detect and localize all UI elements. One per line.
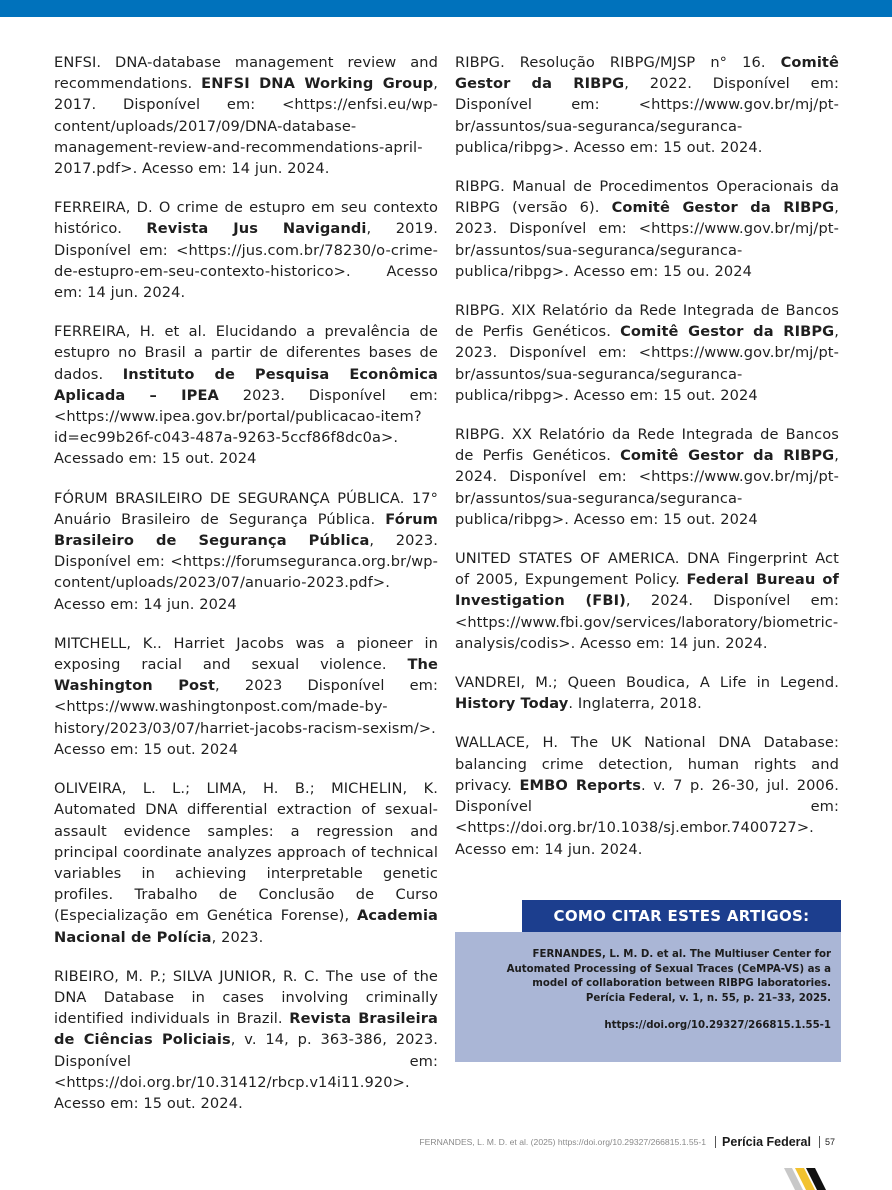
reference-text: ENFSI. DNA-database management review and recommendations. — [54, 54, 438, 93]
reference-text: , 2017. Disponível em: <https://enfsi.eu/wp-content/uploads/2017/09/DNA-database-management-review-and-recommendations-april-2017.pdf>. Acesso em: 14 jun. 2024. — [54, 75, 439, 178]
page-footer — [419, 1135, 835, 1149]
top-color-bar — [0, 0, 892, 17]
reference-source: ENFSI DNA Working Group — [201, 75, 434, 93]
reference-text: VANDREI, M.; Queen Boudica, A Life in Legend. — [455, 674, 839, 692]
reference-text: FÓRUM BRASILEIRO DE SEGURANÇA PÚBLICA. 17° Anuário Brasileiro de Segurança Pública. — [54, 489, 438, 528]
citation-line: FERNANDES, L. M. D. et al. The Multiuser Center for — [532, 949, 831, 960]
reference-source: History Today — [455, 695, 569, 713]
reference-source: The Washington Post — [54, 656, 438, 695]
reference-entry — [455, 52, 839, 158]
reference-text: , 2023. Disponível em: <https://www.gov.br/mj/pt-br/assuntos/sua-seguranca/seguranca-publica/ribpg>. Acesso em: 15 out. 2024 — [455, 323, 839, 404]
reference-source: Revista Jus Navigandi — [146, 220, 367, 238]
reference-source: EMBO Reports — [519, 776, 641, 794]
citation-line: Perícia Federal, v. 1, n. 55, p. 21–33, 2025. — [585, 992, 831, 1004]
reference-text: , 2024. Disponível em: <https://www.fbi.gov/services/laboratory/biometric-analysis/codis>. Acesso em: 14 jun. 2024. — [455, 592, 839, 652]
reference-entry — [54, 633, 438, 760]
reference-entry — [54, 488, 438, 615]
reference-source: Instituto de Pesquisa Econômica Aplicada – IPEA — [54, 365, 438, 404]
citation-box — [455, 932, 841, 1062]
reference-text: FERREIRA, H. et al. Elucidando a prevalência de estupro no Brasil a partir de diferentes bases de dados. — [54, 323, 438, 383]
reference-text: , 2023. Disponível em: <https://forumseguranca.org.br/wp-content/uploads/2023/07/anuario-2023.pdf>. Acesso em: 14 jun. 2024 — [54, 532, 438, 613]
reference-source: Comitê Gestor da RIBPG — [620, 323, 835, 341]
citation-line: model of collaboration between RIBPG laboratories. — [532, 978, 831, 990]
reference-source: Federal Bureau of Investigation (FBI) — [455, 571, 839, 610]
footer-divider — [819, 1136, 820, 1148]
reference-entry — [455, 732, 839, 859]
reference-text: RIBPG. XIX Relatório da Rede Integrada de Bancos de Perfis Genéticos. — [455, 302, 839, 341]
reference-entry — [455, 672, 839, 714]
reference-text: WALLACE, H. The UK National DNA Database: balancing crime detection, human rights and privacy. — [455, 734, 839, 794]
reference-text: . v. 7 p. 26-30, jul. 2006. Disponível em: <https://doi.org.br/10.1038/sj.embor.7400727>. Acesso em: 14 jun. 2024. — [455, 776, 839, 858]
reference-text: RIBEIRO, M. P.; SILVA JUNIOR, R. C. The use of the DNA Database in cases involving criminally identified individuals in Brazil. — [54, 967, 438, 1028]
citation-line: Automated Processing of Sexual Traces (CeMPA-VS) as a — [506, 963, 831, 975]
journal-stripes-logo-icon — [784, 1168, 834, 1190]
citation-doi-link[interactable]: https://doi.org/10.29327/266815.1.55-1 — [604, 1020, 831, 1032]
reference-source: Comitê Gestor da RIBPG — [455, 54, 839, 93]
reference-source: Comitê Gestor da RIBPG — [620, 447, 835, 465]
reference-text: RIBPG. Manual de Procedimentos Operacionais da RIBPG (versão 6). — [455, 178, 839, 217]
references-right-column — [455, 52, 839, 878]
reference-text: UNITED STATES OF AMERICA. DNA Fingerprint Act of 2005, Expungement Policy. — [455, 550, 839, 589]
reference-text: , v. 14, p. 363-386, 2023. Disponível em: <https://doi.org.br/10.31412/rbcp.v14i11.920>. Acesso em: 15 out. 2024. — [54, 1031, 438, 1112]
reference-entry — [54, 52, 438, 179]
reference-entry — [54, 321, 438, 469]
reference-text: , 2023. — [211, 928, 264, 946]
footer-divider — [715, 1136, 716, 1148]
reference-source: Comitê Gestor da RIBPG — [611, 199, 835, 217]
reference-text: RIBPG. Resolução RIBPG/MJSP n° 16. — [455, 54, 781, 71]
footer-journal-name: Perícia Federal — [722, 1135, 811, 1149]
reference-entry — [455, 176, 839, 282]
reference-text: MITCHELL, K.. Harriet Jacobs was a pioneer in exposing racial and sexual violence. — [54, 634, 438, 674]
citation-box-title: COMO CITAR ESTES ARTIGOS: — [522, 900, 841, 932]
footer-citation: FERNANDES, L. M. D. et al. (2025) https://doi.org/10.29327/266815.1.55-1 — [419, 1137, 707, 1147]
reference-text: , 2019. Disponível em: <https://jus.com.br/78230/o-crime-de-estupro-em-seu-contexto-historico>. Acesso em: 14 jun. 2024. — [54, 220, 438, 302]
reference-entry — [54, 197, 438, 303]
reference-source: Academia Nacional de Polícia — [54, 907, 438, 946]
reference-entry — [455, 424, 839, 530]
reference-source: Fórum Brasileiro de Segurança Pública — [54, 510, 438, 550]
reference-text: 2023. Disponível em: <https://www.ipea.gov.br/portal/publicacao-item?id=ec99b26f-c043-487a-9263-5ccf86f8dc0a>. Acessado em: 15 out. 2024 — [54, 386, 439, 468]
page-number: 57 — [824, 1137, 835, 1147]
reference-text: RIBPG. XX Relatório da Rede Integrada de Bancos de Perfis Genéticos. — [455, 426, 839, 465]
reference-text: FERREIRA, D. O crime de estupro em seu contexto histórico. — [54, 199, 438, 238]
reference-text: , 2024. Disponível em: <https://www.gov.br/mj/pt-br/assuntos/sua-seguranca/seguranca-publica/ribpg>. Acesso em: 15 out. 2024 — [455, 447, 839, 528]
reference-entry — [54, 778, 438, 948]
reference-entry — [54, 966, 438, 1114]
reference-text: , 2023 Disponível em: <https://www.washingtonpost.com/made-by-history/2023/03/07/harriet-jacobs-racism-sexism/>. Acesso em: 15 out. 2024 — [54, 677, 438, 758]
reference-source: Revista Brasileira de Ciências Policiais — [54, 1010, 438, 1049]
reference-entry — [455, 300, 839, 406]
reference-text: , 2023. Disponível em: <https://www.gov.br/mj/pt-br/assuntos/sua-seguranca/seguranca-publica/ribpg>. Acesso em: 15 ou. 2024 — [455, 199, 839, 280]
references-left-column — [54, 52, 438, 1132]
reference-text: OLIVEIRA, L. L.; LIMA, H. B.; MICHELIN, K. Automated DNA differential extraction of sexual-assault evidence samples: a regression and principal coordinate analyzes approach of technical variables in achieving interpretable genetic profiles. Trabalho de Conclusão de Curso (Especialização em Genética Forense), — [54, 780, 438, 925]
reference-text: . Inglaterra, 2018. — [568, 695, 702, 713]
reference-text: , 2022. Disponível em: Disponível em: <https://www.gov.br/mj/pt-br/assuntos/sua-seguranca/seguranca-publica/ribpg>. Acesso em: 15 out. 2024. — [455, 75, 839, 156]
reference-entry — [455, 548, 839, 654]
